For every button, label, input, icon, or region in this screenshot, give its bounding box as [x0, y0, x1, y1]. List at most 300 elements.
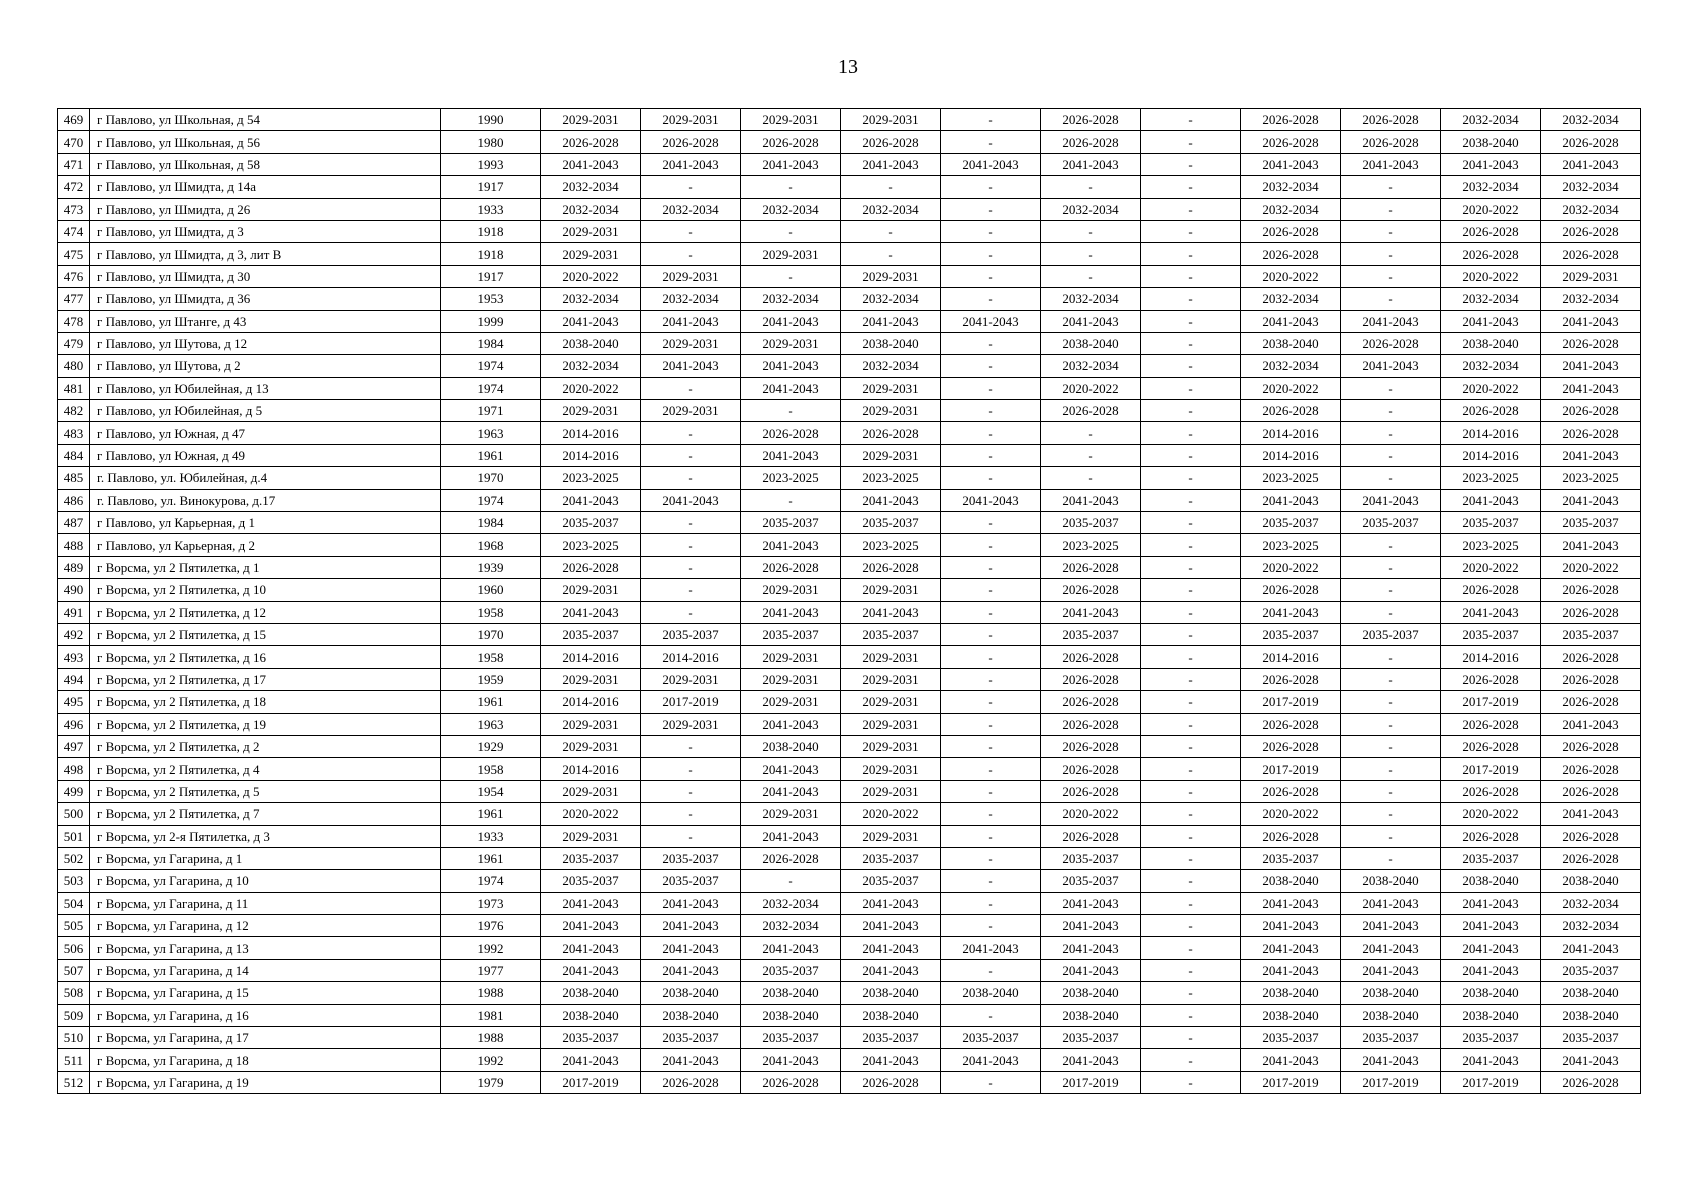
period-cell: - [1141, 131, 1241, 153]
period-cell: - [641, 512, 741, 534]
period-cell: 2041-2043 [1241, 153, 1341, 175]
period-cell: 2041-2043 [1541, 713, 1641, 735]
period-cell: 2041-2043 [1441, 489, 1541, 511]
table-row [58, 355, 1641, 377]
period-cell: 2020-2022 [541, 377, 641, 399]
year-cell: 1963 [441, 422, 541, 444]
row-number-cell: 488 [58, 534, 90, 556]
period-cell: 2026-2028 [1541, 601, 1641, 623]
period-cell: - [1341, 243, 1441, 265]
period-cell: 2032-2034 [741, 892, 841, 914]
period-cell: 2038-2040 [741, 1004, 841, 1026]
period-cell: 2020-2022 [1241, 265, 1341, 287]
period-cell: - [1341, 220, 1441, 242]
period-cell: - [1341, 377, 1441, 399]
row-number-cell: 477 [58, 288, 90, 310]
period-cell: 2035-2037 [641, 847, 741, 869]
period-cell: - [1041, 444, 1141, 466]
period-cell: - [1341, 556, 1441, 578]
period-cell: 2041-2043 [941, 310, 1041, 332]
year-cell: 1917 [441, 176, 541, 198]
period-cell: 2041-2043 [1541, 377, 1641, 399]
period-cell: 2026-2028 [1341, 131, 1441, 153]
period-cell: 2041-2043 [641, 153, 741, 175]
period-cell: - [941, 780, 1041, 802]
period-cell: 2041-2043 [1441, 601, 1541, 623]
year-cell: 1918 [441, 220, 541, 242]
period-cell: 2029-2031 [541, 579, 641, 601]
period-cell: - [1141, 265, 1241, 287]
period-cell: 2029-2031 [841, 825, 941, 847]
table-row [58, 1049, 1641, 1071]
period-cell: 2041-2043 [1341, 1049, 1441, 1071]
period-cell: 2035-2037 [1541, 1027, 1641, 1049]
address-cell: г Павлово, ул Шмидта, д 14а [90, 176, 441, 198]
period-cell: 2020-2022 [1241, 556, 1341, 578]
table-row [58, 937, 1641, 959]
period-cell: - [941, 758, 1041, 780]
period-cell: 2035-2037 [1041, 623, 1141, 645]
period-cell: 2023-2025 [1541, 467, 1641, 489]
year-cell: 1959 [441, 668, 541, 690]
period-cell: - [1141, 758, 1241, 780]
year-cell: 1971 [441, 400, 541, 422]
period-cell: - [641, 422, 741, 444]
period-cell: 2041-2043 [741, 377, 841, 399]
period-cell: - [1141, 332, 1241, 354]
period-cell: 2020-2022 [841, 803, 941, 825]
period-cell: 2041-2043 [1241, 310, 1341, 332]
period-cell: 2041-2043 [1041, 489, 1141, 511]
table-row [58, 243, 1641, 265]
row-number-cell: 487 [58, 512, 90, 534]
period-cell: 2041-2043 [1241, 959, 1341, 981]
year-cell: 1918 [441, 243, 541, 265]
period-cell: 2026-2028 [1041, 780, 1141, 802]
period-cell: 2017-2019 [641, 691, 741, 713]
period-cell: 2026-2028 [1041, 735, 1141, 757]
period-cell: 2041-2043 [741, 601, 841, 623]
year-cell: 1963 [441, 713, 541, 735]
period-cell: - [1141, 512, 1241, 534]
period-cell: 2041-2043 [1541, 803, 1641, 825]
period-cell: - [1141, 534, 1241, 556]
period-cell: 2026-2028 [1241, 400, 1341, 422]
period-cell: 2035-2037 [641, 623, 741, 645]
table-row [58, 623, 1641, 645]
period-cell: - [1141, 623, 1241, 645]
row-number-cell: 509 [58, 1004, 90, 1026]
year-cell: 1970 [441, 467, 541, 489]
period-cell: - [941, 534, 1041, 556]
period-cell: 2032-2034 [1041, 355, 1141, 377]
period-cell: - [641, 556, 741, 578]
table-row [58, 512, 1641, 534]
row-number-cell: 475 [58, 243, 90, 265]
period-cell: 2020-2022 [1541, 556, 1641, 578]
period-cell: - [1141, 288, 1241, 310]
period-cell: 2026-2028 [1541, 758, 1641, 780]
period-cell: 2014-2016 [1441, 422, 1541, 444]
year-cell: 1933 [441, 198, 541, 220]
year-cell: 1970 [441, 623, 541, 645]
period-cell: - [1341, 467, 1441, 489]
period-cell: 2038-2040 [841, 1004, 941, 1026]
period-cell: 2029-2031 [841, 691, 941, 713]
period-cell: 2041-2043 [741, 780, 841, 802]
period-cell: - [1141, 915, 1241, 937]
period-cell: 2041-2043 [1041, 310, 1141, 332]
table-row [58, 646, 1641, 668]
period-cell: 2029-2031 [641, 668, 741, 690]
period-cell: 2032-2034 [1441, 355, 1541, 377]
period-cell: 2035-2037 [841, 623, 941, 645]
period-cell: - [1341, 713, 1441, 735]
period-cell: 2029-2031 [841, 758, 941, 780]
period-cell: 2026-2028 [541, 131, 641, 153]
period-cell: 2041-2043 [741, 310, 841, 332]
table-row [58, 534, 1641, 556]
period-cell: - [1341, 422, 1441, 444]
period-cell: 2035-2037 [641, 870, 741, 892]
period-cell: 2041-2043 [741, 444, 841, 466]
address-cell: г Павлово, ул Юбилейная, д 13 [90, 377, 441, 399]
period-cell: 2032-2034 [1241, 176, 1341, 198]
period-cell: 2038-2040 [1441, 332, 1541, 354]
period-cell: - [641, 758, 741, 780]
period-cell: - [1141, 713, 1241, 735]
period-cell: 2041-2043 [1341, 915, 1441, 937]
year-cell: 1988 [441, 982, 541, 1004]
table-row [58, 1071, 1641, 1093]
period-cell: 2026-2028 [1341, 332, 1441, 354]
period-cell: 2041-2043 [1041, 601, 1141, 623]
period-cell: 2041-2043 [1541, 534, 1641, 556]
period-cell: - [1341, 176, 1441, 198]
period-cell: 2029-2031 [841, 265, 941, 287]
period-cell: 2026-2028 [1541, 825, 1641, 847]
period-cell: 2035-2037 [1541, 959, 1641, 981]
period-cell: - [941, 109, 1041, 131]
period-cell: - [1141, 1049, 1241, 1071]
period-cell: 2029-2031 [741, 243, 841, 265]
table-row [58, 265, 1641, 287]
period-cell: - [941, 220, 1041, 242]
period-cell: - [1341, 758, 1441, 780]
period-cell: 2041-2043 [741, 713, 841, 735]
period-cell: - [641, 780, 741, 802]
period-cell: - [1341, 534, 1441, 556]
period-cell: - [641, 243, 741, 265]
address-cell: г Павлово, ул Шмидта, д 26 [90, 198, 441, 220]
period-cell: - [941, 131, 1041, 153]
period-cell: 2029-2031 [841, 646, 941, 668]
period-cell: 2032-2034 [1041, 198, 1141, 220]
address-cell: г Павлово, ул Школьная, д 58 [90, 153, 441, 175]
period-cell: 2035-2037 [941, 1027, 1041, 1049]
table-row [58, 377, 1641, 399]
table-row [58, 131, 1641, 153]
period-cell: 2035-2037 [841, 512, 941, 534]
period-cell: 2026-2028 [841, 131, 941, 153]
address-cell: г Ворсма, ул 2 Пятилетка, д 4 [90, 758, 441, 780]
period-cell: 2026-2028 [1241, 243, 1341, 265]
period-cell: 2020-2022 [1441, 803, 1541, 825]
period-cell: 2029-2031 [641, 400, 741, 422]
period-cell: - [941, 198, 1041, 220]
period-cell: - [741, 489, 841, 511]
period-cell: 2026-2028 [641, 1071, 741, 1093]
period-cell: 2038-2040 [641, 982, 741, 1004]
period-cell: 2041-2043 [1041, 915, 1141, 937]
period-cell: 2032-2034 [1041, 288, 1141, 310]
period-cell: 2032-2034 [741, 198, 841, 220]
period-cell: 2026-2028 [1541, 243, 1641, 265]
row-number-cell: 496 [58, 713, 90, 735]
period-cell: 2038-2040 [541, 1004, 641, 1026]
period-cell: 2029-2031 [741, 109, 841, 131]
period-cell: - [1141, 937, 1241, 959]
period-cell: 2041-2043 [741, 825, 841, 847]
address-cell: г Павлово, ул Штанге, д 43 [90, 310, 441, 332]
period-cell: - [1141, 780, 1241, 802]
period-cell: 2029-2031 [641, 109, 741, 131]
period-cell: 2041-2043 [541, 892, 641, 914]
period-cell: 2035-2037 [1041, 847, 1141, 869]
year-cell: 1993 [441, 153, 541, 175]
period-cell: 2035-2037 [1341, 1027, 1441, 1049]
year-cell: 1958 [441, 646, 541, 668]
period-cell: - [1141, 109, 1241, 131]
period-cell: - [1141, 220, 1241, 242]
period-cell: 2038-2040 [741, 982, 841, 1004]
year-cell: 1999 [441, 310, 541, 332]
period-cell: 2041-2043 [1341, 937, 1441, 959]
period-cell: 2041-2043 [1241, 1049, 1341, 1071]
period-cell: 2014-2016 [541, 444, 641, 466]
period-cell: - [1141, 691, 1241, 713]
row-number-cell: 512 [58, 1071, 90, 1093]
period-cell: - [1341, 579, 1441, 601]
year-cell: 1961 [441, 803, 541, 825]
year-cell: 1990 [441, 109, 541, 131]
period-cell: 2026-2028 [1541, 1071, 1641, 1093]
period-cell: 2041-2043 [741, 153, 841, 175]
period-cell: 2038-2040 [1341, 870, 1441, 892]
row-number-cell: 490 [58, 579, 90, 601]
period-cell: - [941, 422, 1041, 444]
row-number-cell: 501 [58, 825, 90, 847]
period-cell: 2029-2031 [841, 668, 941, 690]
period-cell: - [1341, 825, 1441, 847]
period-cell: 2041-2043 [641, 1049, 741, 1071]
period-cell: 2026-2028 [741, 847, 841, 869]
period-cell: 2026-2028 [1441, 579, 1541, 601]
period-cell: - [1341, 803, 1441, 825]
period-cell: - [941, 332, 1041, 354]
period-cell: 2041-2043 [841, 601, 941, 623]
period-cell: 2029-2031 [1541, 265, 1641, 287]
table-row [58, 668, 1641, 690]
period-cell: 2041-2043 [641, 937, 741, 959]
address-cell: г Ворсма, ул Гагарина, д 18 [90, 1049, 441, 1071]
period-cell: 2026-2028 [541, 556, 641, 578]
period-cell: 2026-2028 [1041, 131, 1141, 153]
period-cell: - [1041, 220, 1141, 242]
address-cell: г Павлово, ул Шмидта, д 3, лит В [90, 243, 441, 265]
year-cell: 1977 [441, 959, 541, 981]
period-cell: - [941, 668, 1041, 690]
table-body [58, 109, 1641, 1094]
year-cell: 1980 [441, 131, 541, 153]
table-row [58, 198, 1641, 220]
period-cell: 2023-2025 [1241, 467, 1341, 489]
row-number-cell: 497 [58, 735, 90, 757]
period-cell: 2032-2034 [1441, 288, 1541, 310]
period-cell: 2041-2043 [1541, 355, 1641, 377]
period-cell: 2032-2034 [1441, 109, 1541, 131]
period-cell: 2035-2037 [741, 1027, 841, 1049]
period-cell: 2020-2022 [541, 803, 641, 825]
period-cell: 2038-2040 [1441, 131, 1541, 153]
period-cell: 2026-2028 [1441, 400, 1541, 422]
period-cell: 2038-2040 [841, 332, 941, 354]
row-number-cell: 491 [58, 601, 90, 623]
period-cell: 2026-2028 [1241, 579, 1341, 601]
period-cell: - [941, 870, 1041, 892]
address-cell: г Павлово, ул Карьерная, д 2 [90, 534, 441, 556]
year-cell: 1976 [441, 915, 541, 937]
period-cell: 2041-2043 [641, 355, 741, 377]
year-cell: 1933 [441, 825, 541, 847]
address-cell: г Ворсма, ул 2 Пятилетка, д 12 [90, 601, 441, 623]
period-cell: - [841, 220, 941, 242]
period-cell: - [1141, 870, 1241, 892]
period-cell: 2041-2043 [841, 153, 941, 175]
period-cell: - [741, 265, 841, 287]
period-cell: - [641, 444, 741, 466]
period-cell: - [641, 803, 741, 825]
row-number-cell: 472 [58, 176, 90, 198]
year-cell: 1958 [441, 758, 541, 780]
period-cell: 2032-2034 [841, 288, 941, 310]
period-cell: - [941, 735, 1041, 757]
row-number-cell: 498 [58, 758, 90, 780]
table-row [58, 1027, 1641, 1049]
year-cell: 1961 [441, 444, 541, 466]
period-cell: - [741, 870, 841, 892]
address-cell: г Ворсма, ул 2 Пятилетка, д 5 [90, 780, 441, 802]
period-cell: 2035-2037 [1341, 623, 1441, 645]
period-cell: 2029-2031 [741, 803, 841, 825]
period-cell: 2035-2037 [1241, 623, 1341, 645]
period-cell: 2035-2037 [541, 870, 641, 892]
address-cell: г Павлово, ул Шмидта, д 36 [90, 288, 441, 310]
period-cell: 2041-2043 [841, 310, 941, 332]
row-number-cell: 493 [58, 646, 90, 668]
period-cell: 2023-2025 [841, 534, 941, 556]
period-cell: 2026-2028 [1041, 668, 1141, 690]
period-cell: 2035-2037 [1541, 512, 1641, 534]
period-cell: 2017-2019 [1441, 1071, 1541, 1093]
year-cell: 1974 [441, 489, 541, 511]
address-cell: г Ворсма, ул Гагарина, д 1 [90, 847, 441, 869]
period-cell: 2020-2022 [1441, 265, 1541, 287]
period-cell: 2041-2043 [1541, 937, 1641, 959]
period-cell: 2029-2031 [841, 400, 941, 422]
period-cell: 2029-2031 [541, 109, 641, 131]
period-cell: 2026-2028 [1241, 735, 1341, 757]
row-number-cell: 499 [58, 780, 90, 802]
period-cell: 2026-2028 [741, 131, 841, 153]
period-cell: 2041-2043 [1441, 153, 1541, 175]
period-cell: 2029-2031 [741, 691, 841, 713]
address-cell: г Ворсма, ул Гагарина, д 16 [90, 1004, 441, 1026]
period-cell: 2041-2043 [741, 1049, 841, 1071]
period-cell: 2014-2016 [1241, 444, 1341, 466]
period-cell: 2029-2031 [541, 668, 641, 690]
period-cell: - [941, 400, 1041, 422]
period-cell: 2032-2034 [1241, 198, 1341, 220]
period-cell: 2029-2031 [841, 713, 941, 735]
address-cell: г Ворсма, ул Гагарина, д 19 [90, 1071, 441, 1093]
row-number-cell: 508 [58, 982, 90, 1004]
period-cell: 2026-2028 [741, 556, 841, 578]
table-row [58, 691, 1641, 713]
row-number-cell: 485 [58, 467, 90, 489]
row-number-cell: 480 [58, 355, 90, 377]
period-cell: 2017-2019 [1441, 691, 1541, 713]
period-cell: - [1141, 847, 1241, 869]
period-cell: - [1041, 243, 1141, 265]
period-cell: 2041-2043 [1341, 489, 1441, 511]
period-cell: 2035-2037 [841, 1027, 941, 1049]
period-cell: 2035-2037 [1441, 1027, 1541, 1049]
year-cell: 1979 [441, 1071, 541, 1093]
period-cell: - [941, 467, 1041, 489]
period-cell: - [641, 579, 741, 601]
period-cell: 2020-2022 [1041, 803, 1141, 825]
period-cell: 2041-2043 [741, 355, 841, 377]
period-cell: 2026-2028 [1241, 713, 1341, 735]
period-cell: - [1141, 444, 1241, 466]
period-cell: 2029-2031 [541, 735, 641, 757]
period-cell: 2041-2043 [1441, 310, 1541, 332]
period-cell: 2035-2037 [1041, 1027, 1141, 1049]
period-cell: 2041-2043 [1241, 601, 1341, 623]
period-cell: 2023-2025 [1441, 467, 1541, 489]
period-cell: - [1141, 198, 1241, 220]
year-cell: 1974 [441, 355, 541, 377]
period-cell: 2023-2025 [1041, 534, 1141, 556]
period-cell: 2038-2040 [1541, 982, 1641, 1004]
year-cell: 1984 [441, 512, 541, 534]
period-cell: 2017-2019 [1241, 1071, 1341, 1093]
period-cell: 2029-2031 [741, 579, 841, 601]
period-cell: 2014-2016 [541, 691, 641, 713]
period-cell: 2032-2034 [1541, 892, 1641, 914]
period-cell: 2023-2025 [1441, 534, 1541, 556]
period-cell: 2026-2028 [1541, 422, 1641, 444]
period-cell: - [1041, 176, 1141, 198]
period-cell: - [1141, 579, 1241, 601]
period-cell: 2041-2043 [1541, 153, 1641, 175]
period-cell: 2041-2043 [1441, 937, 1541, 959]
table-row [58, 735, 1641, 757]
period-cell: 2038-2040 [1541, 870, 1641, 892]
period-cell: 2041-2043 [1541, 489, 1641, 511]
address-cell: г Павлово, ул Шутова, д 12 [90, 332, 441, 354]
